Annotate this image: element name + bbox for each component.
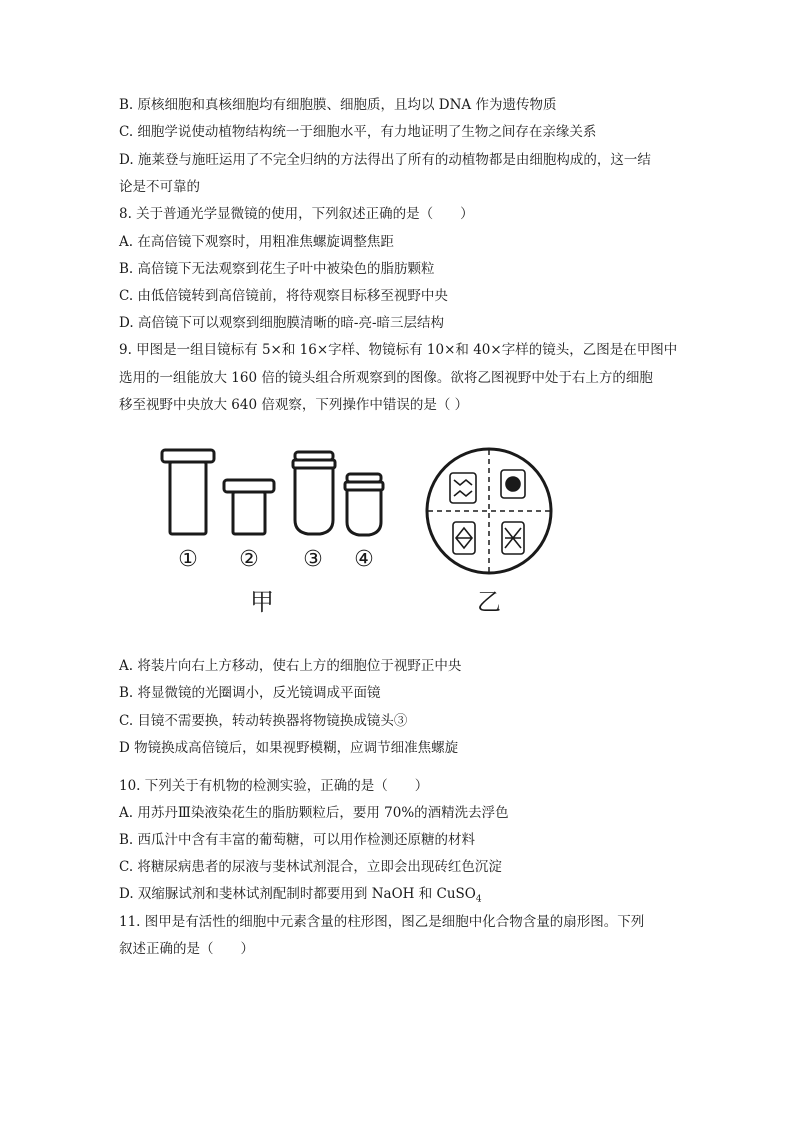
q9-stem-line2: 选用的一组能放大 160 倍的镜头组合所观察到的图像。欲将乙图视野中处于右上方的细胞 [119,370,653,386]
q9-stem-line3: 移至视野中央放大 640 倍观察，下列操作中错误的是（ ） [119,397,469,413]
q7-option-d: D. 施莱登与施旺运用了不完全归纳的方法得出了所有的动植物都是由细胞构成的，这一结 [119,152,651,168]
field-of-view [427,449,551,573]
lens-3-long-objective [293,452,335,534]
q8-stem: 8. 关于普通光学显微镜的使用，下列叙述正确的是（ ） [119,206,474,222]
q10-option-d-subscript: 4 [475,894,482,905]
lens-1-long-eyepiece [162,450,214,534]
figure-label-yi: 乙 [477,588,501,616]
lens-number-1: ① [178,547,198,572]
q7-option-c: C. 细胞学说使动植物结构统一于细胞水平，有力地证明了生物之间存在亲缘关系 [119,124,597,140]
cell-bottom-left [453,522,475,554]
q10-option-c: C. 将糖尿病患者的尿液与斐林试剂混合，立即会出现砖红色沉淀 [119,859,502,875]
q8-option-c: C. 由低倍镜转到高倍镜前，将待观察目标移至视野中央 [119,288,448,304]
lens-2-short-eyepiece [224,480,274,534]
cell-bottom-right [502,522,524,554]
q7-option-b: B. 原核细胞和真核细胞均有细胞膜、细胞质，且均以 DNA 作为遗传物质 [119,97,557,113]
q9-figure [150,440,570,620]
cell-top-right-target [501,470,525,498]
lens-number-4: ④ [354,547,374,572]
q10-stem: 10. 下列关于有机物的检测实验，正确的是（ ） [119,778,429,794]
lens-number-2: ② [239,547,259,572]
q10-option-d [119,885,482,909]
q8-option-b: B. 高倍镜下无法观察到花生子叶中被染色的脂肪颗粒 [119,261,435,277]
q10-option-a: A. 用苏丹Ⅲ染液染花生的脂肪颗粒后，要用 70%的酒精洗去浮色 [119,805,509,821]
q9-stem-line1: 9. 甲图是一组目镜标有 5×和 16×字样、物镜标有 10×和 40×字样的镜头，乙图是在甲图中 [119,342,678,358]
q7-option-d-cont: 论是不可靠的 [119,179,200,195]
q10-option-d-text: D. 双缩脲试剂和斐林试剂配制时都要用到 NaOH 和 CuSO [119,886,476,902]
q11-stem-line1: 11. 图甲是有活性的细胞中元素含量的柱形图，图乙是细胞中化合物含量的扇形图。下列 [119,914,645,930]
q10-option-b: B. 西瓜汁中含有丰富的葡萄糖，可以用作检测还原糖的材料 [119,832,476,848]
lens-number-3: ③ [303,547,323,572]
lens-4-short-objective [345,474,383,535]
q9-option-b: B. 将显微镜的光圈调小，反光镜调成平面镜 [119,685,381,701]
cell-top-left [450,473,476,503]
q8-option-d: D. 高倍镜下可以观察到细胞膜清晰的暗-亮-暗三层结构 [119,315,445,331]
q9-option-a: A. 将装片向右上方移动，使右上方的细胞位于视野正中央 [119,658,462,674]
q9-option-c: C. 目镜不需要换，转动转换器将物镜换成镜头③ [119,713,408,729]
q8-option-a: A. 在高倍镜下观察时，用粗准焦螺旋调整焦距 [119,234,394,250]
figure-label-jia: 甲 [250,588,274,616]
q9-option-d: D 物镜换成高倍镜后，如果视野模糊，应调节细准焦螺旋 [119,740,459,756]
q11-stem-line2: 叙述正确的是（ ） [119,941,254,957]
q9-figure-svg [150,440,570,620]
